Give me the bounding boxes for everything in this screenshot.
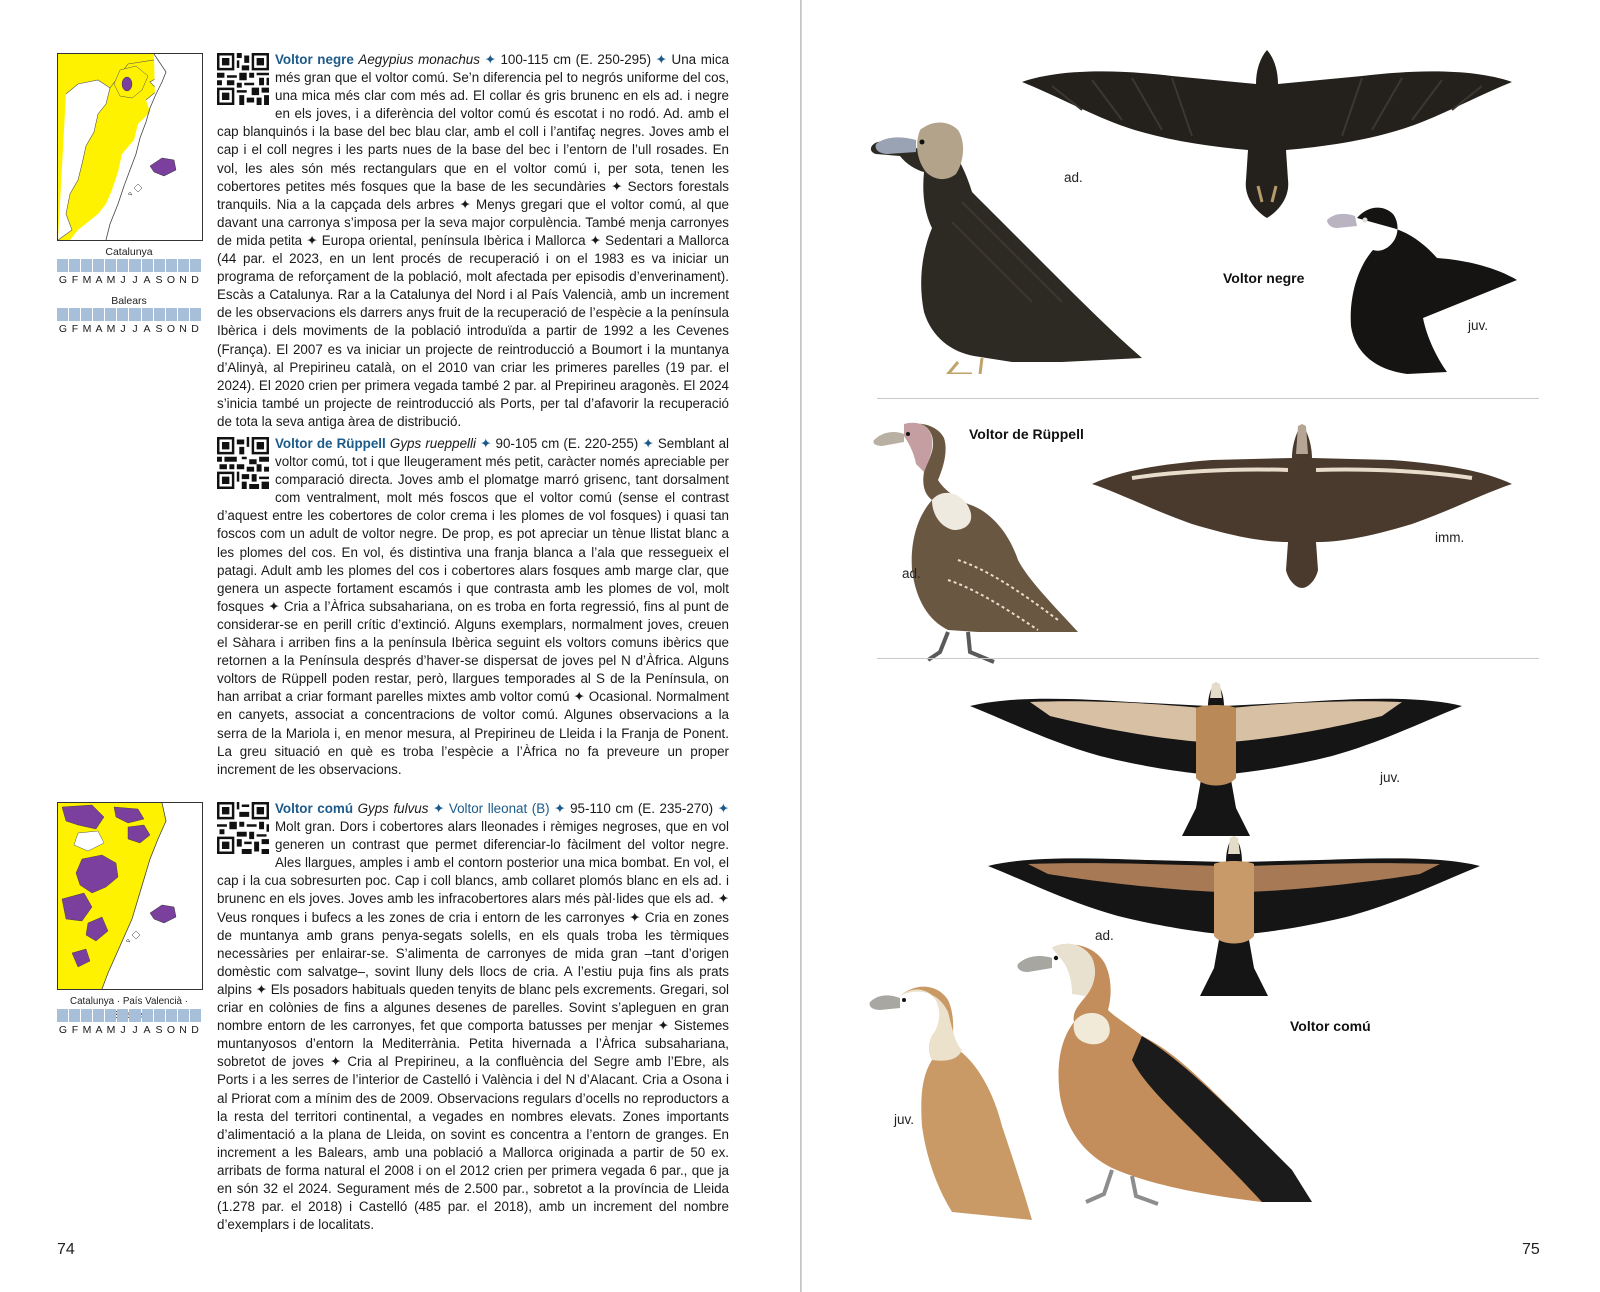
month-label: G: [58, 323, 68, 335]
voltor-comu-juvenile-illustration: [862, 976, 1032, 1220]
label-ad: ad.: [1095, 928, 1114, 943]
voltor-comu-adult-illustration: [1012, 940, 1352, 1210]
month-label: M: [82, 274, 92, 286]
scientific-name: Gyps rueppelli: [389, 436, 476, 451]
month-label: D: [191, 1024, 199, 1036]
month-label: G: [58, 1024, 68, 1036]
month-label: M: [106, 274, 116, 286]
species-entry-voltor-negre: [217, 51, 729, 431]
month-label: D: [191, 274, 199, 286]
species-title-voltor-comu: Voltor comú: [1290, 1018, 1371, 1034]
months-row: [57, 1024, 201, 1036]
month-label: M: [106, 323, 116, 335]
label-ad: ad.: [902, 566, 921, 581]
separator-star-icon: ✦: [717, 801, 729, 816]
month-label: A: [95, 274, 103, 286]
alternative-name: Voltor lleonat (B): [448, 801, 550, 816]
phenology-voltor-comu: [57, 995, 201, 1036]
month-label: D: [191, 323, 199, 335]
months-row: [57, 323, 201, 335]
region-label-combined: Catalunya · País Valencià ·: [70, 996, 188, 1007]
month-label: S: [155, 274, 163, 286]
right-page: [802, 0, 1600, 1292]
month-label: A: [95, 1024, 103, 1036]
species-size: 95-110 cm (E. 235-270): [570, 801, 714, 816]
month-label: M: [82, 323, 92, 335]
qr-code-icon[interactable]: [217, 53, 269, 105]
month-label: A: [95, 323, 103, 335]
month-label: O: [166, 323, 176, 335]
species-title-voltor-de-ruppell: Voltor de Rüppell: [969, 426, 1084, 442]
species-name: Voltor comú: [275, 801, 353, 816]
label-juv: juv.: [894, 1112, 915, 1127]
month-label: F: [71, 323, 79, 335]
month-label: O: [166, 274, 176, 286]
label-juv: juv.: [1468, 318, 1489, 333]
month-label: S: [155, 1024, 163, 1036]
phenology-voltor-negre: [57, 245, 201, 335]
species-name: Voltor negre: [275, 52, 354, 67]
month-label: J: [120, 1024, 126, 1036]
section-divider: [877, 398, 1539, 399]
month-label: S: [155, 323, 163, 335]
voltor-comu-juvenile-flight-illustration: [970, 682, 1462, 836]
section-divider: [877, 658, 1539, 659]
voltor-de-ruppell-flight-illustration: [1092, 424, 1512, 588]
label-ad: ad.: [1064, 170, 1083, 185]
separator-star-icon: ✦: [480, 436, 492, 451]
month-label: A: [143, 323, 151, 335]
month-label: J: [132, 1024, 138, 1036]
month-label: F: [71, 1024, 79, 1036]
species-name: Voltor de Rüppell: [275, 436, 386, 451]
scientific-name: Aegypius monachus: [358, 52, 480, 67]
region-label-balears: Balears: [111, 295, 147, 307]
page-number: 74: [57, 1241, 75, 1258]
phenology-bar-balears: [57, 308, 201, 321]
month-label: M: [106, 1024, 116, 1036]
phenology-bar-combined: [57, 1009, 201, 1022]
label-imm: imm.: [1435, 530, 1465, 545]
month-label: A: [143, 1024, 151, 1036]
distribution-map-voltor-negre: [57, 53, 203, 241]
month-label: J: [120, 274, 126, 286]
species-size: 90-105 cm (E. 220-255): [495, 436, 639, 451]
separator-star-icon: ✦: [433, 801, 445, 816]
month-label: O: [166, 1024, 176, 1036]
separator-star-icon: ✦: [642, 436, 654, 451]
qr-code-icon[interactable]: [217, 437, 269, 489]
month-label: J: [132, 274, 138, 286]
species-entry-voltor-comu: [217, 800, 729, 1234]
species-description: Molt gran. Dors i cobertores alars lleonades i rèmiges negroses, que en vol generen un contrast que permet diferenciar-lo fàcilment del voltor negre. Ales llargues, amples i amb el contorn posterior una mica bombat. En vol, el cap i la cua sobresurten poc. Cap i coll blancs, amb collaret plomós blanc en els ad. i brunenc en els joves. Joves amb les infracobertores alars més pàl·lides que els ad. ✦ Veus ronques i bufecs a les zones de cria i entorn de les carronyes ✦ Cria en zones de muntanya amb grans penya-segats solells, en els quals troba les tèrmiques necessàries per enlairar-se. S’alimenta de carronyes de mida gran –tant d’origen domèstic com salvatge–, sovint lluny dels llocs de cria. A l’estiu puja fins als prats alpins ✦ Els posadors habituals queden tenyits de blanc pels excrements. Gregari, sol criar en colònies de fins a algunes desenes de parelles. Sovint s’apleguen en gran nombre entorn de les carronyes, fet que comporta batusses per menjar ✦ Sistemes muntanyosos d’entorn la Mediterrània. Petita hivernada a l’Àfrica subsahariana, sobretot de joves ✦ Cria al Prepirineu, a la confluència del Segre amb l’Ebre, als Ports i a les serres de l’interior de Castelló i València i del N d’Alacant. Cria a Osona i al Priorat com a mínim des de 2009. Observacions regulars d’ocells no reproductors a la resta del territori continental, a vegades en nombres elevats. Zones importants d’alimentació a la plana de Lleida, on sovint es concentra a l’entorn de granges. En increment a les Balears, amb una població a Mallorca originada a partir de 50 ex. arribats de forma natural el 2008 i on el 2012 crien per primera vegada 6 par., que ja en són 32 el 2024. Segurament més de 2.500 par., sobretot a la província de Lleida (1.278 par. el 2018) i Castelló (485 par. el 2018), amb un increment del nombre d’exemplars i de localitats.: [217, 819, 729, 1233]
month-label: J: [132, 323, 138, 335]
qr-code-icon[interactable]: [217, 802, 269, 854]
page-number: 75: [1522, 1241, 1540, 1258]
month-label: M: [82, 1024, 92, 1036]
scientific-name: Gyps fulvus: [357, 801, 429, 816]
phenology-bar-catalunya: [57, 259, 201, 272]
distribution-map-voltor-comu: [57, 802, 203, 990]
months-row: [57, 274, 201, 286]
species-title-voltor-negre: Voltor negre: [1223, 270, 1305, 286]
month-label: N: [179, 274, 187, 286]
voltor-negre-juvenile-illustration: [1327, 198, 1517, 374]
separator-star-icon: ✦: [484, 52, 496, 67]
month-label: A: [143, 274, 151, 286]
separator-star-icon: ✦: [655, 52, 667, 67]
month-label: N: [179, 1024, 187, 1036]
species-size: 100-115 cm (E. 250-295): [500, 52, 652, 67]
separator-star-icon: ✦: [554, 801, 566, 816]
month-label: G: [58, 274, 68, 286]
species-description: Semblant al voltor comú, tot i que lleugerament més petit, caràcter només apreciable per comparació directa. Joves amb el plomatge marró grisenc, tant dorsalment com ventralment, molt més foscos que el voltor comú (sense el contrast d’aquest entre les cobertores de color crema i les plomes de vol fosques) i quasi tan foscos com un adult de voltor negre. De prop, es pot apreciar un tènue llistat blanc a les plomes del cos. En vol, és distintiva una franja blanca a l’ala que ressegueix el patagi. Adult amb les plomes del cos i cobertores alars fosques amb marge clar, que genera un aspecte fortament escamós i que contrasta amb les plomes de vol, molt fosques ✦ Cria a l’Àfrica subsahariana, on es troba en forta regressió, fins al punt de considerar-se en perill crític d’extinció. Alguns exemplars, normalment joves, creuen el Sàhara i arriben fins a la península Ibèrica seguint els voltors comuns ibèrics que retornen a la Península després d’haver-se dispersat de joves pel N d’Àfrica. Alguns voltors de Rüppell poden restar, però, llargues temporades al S de la Península, on han arribat a criar formant parelles mixtes amb voltor comú ✦ Ocasional. Normalment en canyets, associat a concentracions de voltor comú. Algunes observacions a la serra de la Mariola i, en menor mesura, al Prepirineu de Lleida i la Franja de Ponent. La greu situació en què es troba l’espècie a l’Àfrica no fa preveure un proper increment de les observacions.: [217, 436, 729, 777]
month-label: F: [71, 274, 79, 286]
species-description: Una mica més gran que el voltor comú. Se’n diferencia pel to negrós uniforme del cos, una mica més clar com més ad. El collar és gris brunenc en els ad. i negre en els joves, i a diferència del voltor comú és escotat i no rodó. Ad. amb el cap blanquinós i la base del bec blau clar, amb el coll i l’antifaç negres. Joves amb el cap i el coll negres i les parts nues de la base del bec i l’entorn de l’ull rosades. En vol, les ales són més rectangulars que en el voltor comú i, per sota, tenen les cobertores petites més fosques que la base de les secundàries ✦ Sectors forestals tranquils. Nia a la capçada dels arbres ✦ Menys gregari que el voltor comú, al que davant una carronya s’imposa per la seva major corpulència. També menja carronyes de mida petita ✦ Europa oriental, península Ibèrica i Mallorca ✦ Sedentari a Mallorca (44 par. el 2023, en un lent procés de recuperació i on el 1983 es va iniciar un programa de reforçament de la població, molt afectada per episodis d’enverinament). Escàs a Catalunya. Rar a la Catalunya del Nord i al País Valencià, amb un increment de les observacions els darrers anys fruit de la recuperació de l’espècie a la península Ibèrica i dels moviments de la població introduïda a partir de 1992 a les Cevenes (França). El 2007 es va iniciar un projecte de reintroducció a Boumort i la muntanya d’Alinyà, al Prepirineu català, on el 2010 van criar les primeres parelles (19 par. el 2024). El 2020 crien per primera vegada també 2 par. al Prepirineu aragonès. El 2024 s’inicia també un projecte de reintroducció als Ports, per tal d’afavorir la recuperació de tota la seva antiga àrea de distribució.: [217, 52, 730, 429]
month-label: J: [120, 323, 126, 335]
species-entry-voltor-de-ruppell: [217, 435, 729, 779]
month-label: N: [179, 323, 187, 335]
label-juv: juv.: [1380, 770, 1401, 785]
region-label-catalunya: Catalunya: [105, 246, 153, 258]
voltor-negre-adult-illustration: [862, 112, 1162, 374]
